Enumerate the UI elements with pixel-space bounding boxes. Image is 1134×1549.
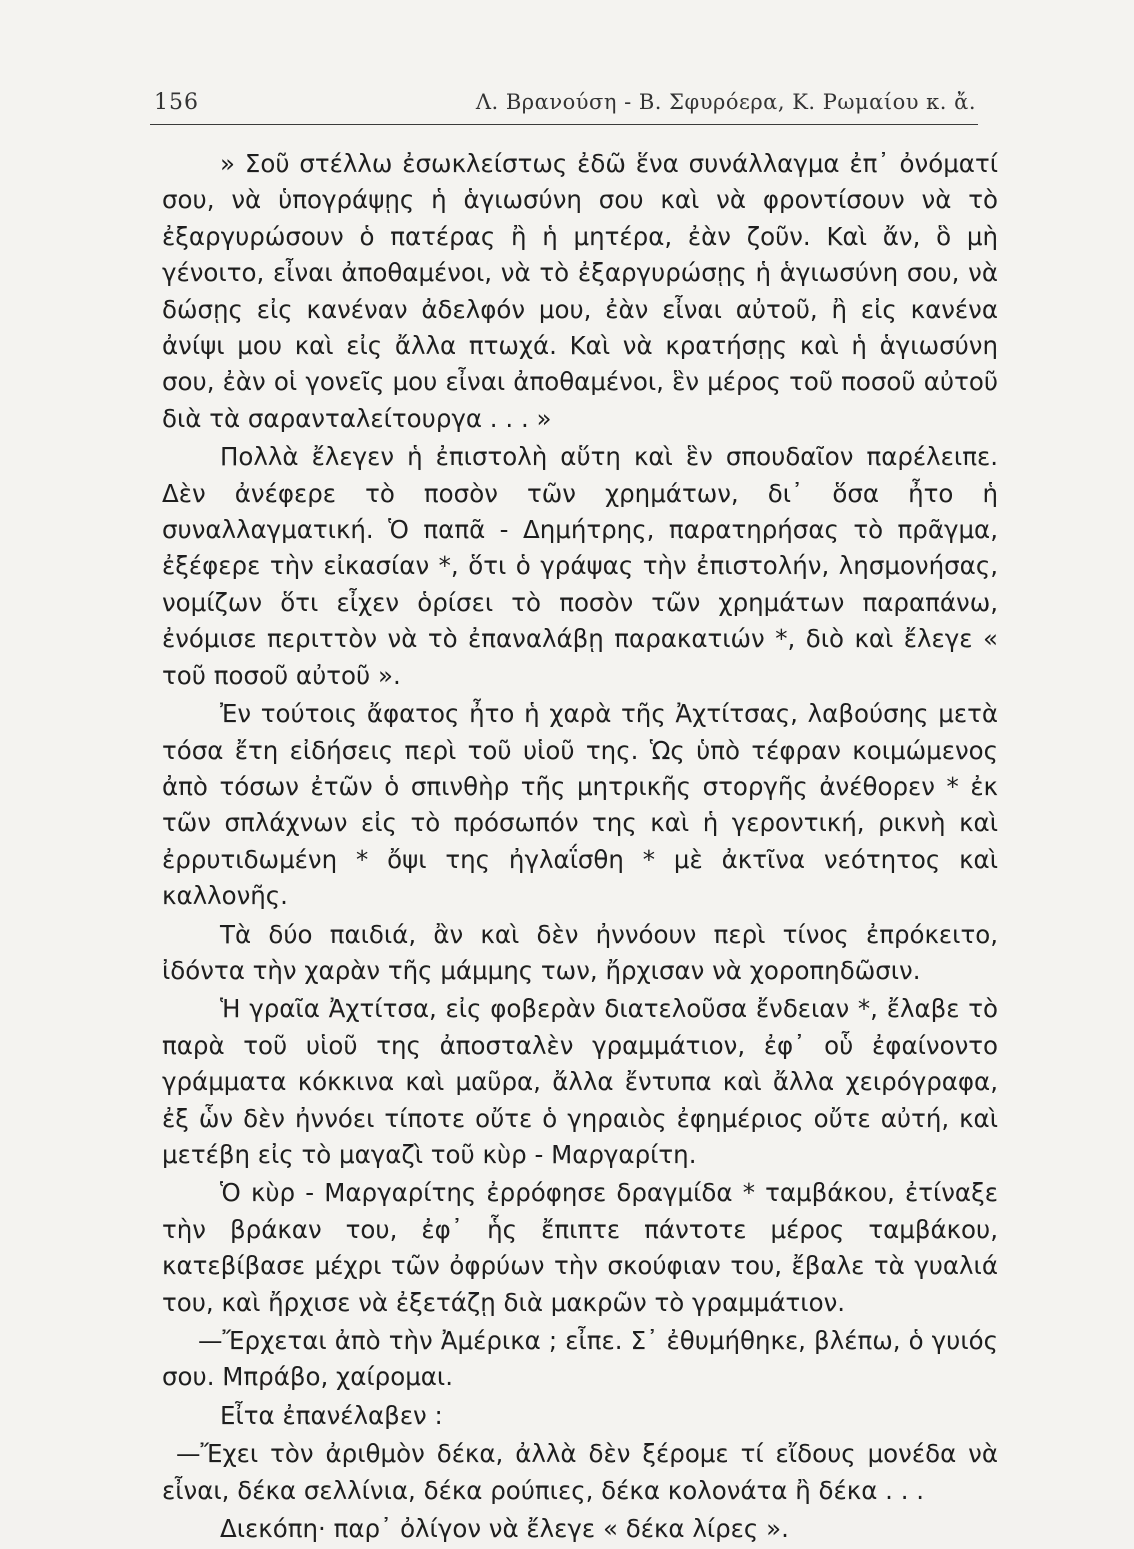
running-head-authors: Λ. Βρανούση - Β. Σφυρόερα, Κ. Ρωμαίου κ. ἄ. — [475, 90, 976, 114]
dialogue-line-america: —Ἔρχεται ἀπὸ τὴν Ἀμέρικα ; εἶπε. Σ᾽ ἐθυμήθηκε, βλέπω, ὁ γυιός σου. Μπράβο, χαίρομαι. — [162, 1326, 998, 1392]
text-body — [162, 146, 998, 1549]
dialogue-line-number-ten: —Ἔχει τὸν ἀριθμὸν δέκα, ἀλλὰ δὲν ξέρομε τί εἴδους μονέδα νὰ εἶναι, δέκα σελλίνια, δέκα ρούπιες, δέκα κολονάτα ἢ δέκα . . . — [162, 1439, 998, 1505]
paragraph-letter-quote: » Σοῦ στέλλω ἐσωκλείστως ἐδῶ ἕνα συνάλλαγμα ἐπ᾽ ὀνόματί σου, νὰ ὑπογράψῃς ἡ ἁγιωσύνη σου καὶ νὰ φροντίσουν νὰ τὸ ἐξαργυρώσουν ὁ πατέρας ἢ ἡ μητέρα, ἐὰν ζοῦν. Καὶ ἄν, ὃ μὴ γένοιτο, εἶναι ἀποθαμένοι, νὰ τὸ ἐξαργυρώσῃς ἡ ἁγιωσύνη σου, νὰ δώσῃς εἰς κανέναν ἀδελφόν μου, ἐὰν εἶναι αὐτοῦ, ἢ εἰς κανένα ἀνίψι μου καὶ εἰς ἄλλα πτωχά. Καὶ νὰ κρατήσῃς καὶ ἡ ἁγιωσύνη σου, ἐὰν οἱ γονεῖς μου εἶναι ἀποθαμένοι, ἓν μέρος τοῦ ποσοῦ αὐτοῦ διὰ τὰ σαρανταλείτουργα . . . » — [162, 149, 998, 433]
dialogue-line-repeated: Εἶτα ἐπανέλαβεν : — [220, 1400, 443, 1430]
paragraph-letter-omission: Πολλὰ ἔλεγεν ἡ ἐπιστολὴ αὕτη καὶ ἓν σπουδαῖον παρέλειπε. Δὲν ἀνέφερε τὸ ποσὸν τῶν χρημάτων, δι᾽ ὅσα ἦτο ἡ συναλλαγματική. Ὁ παπᾶ - Δημήτρης, παρατηρήσας τὸ πρᾶγμα, ἐξέφερε τὴν εἰκασίαν *, ὅτι ὁ γράψας τὴν ἐπιστολήν, λησμονήσας, νομίζων ὅτι εἶχεν ὁρίσει τὸ ποσὸν τῶν χρημάτων παραπάνω, ἐνόμισε περιττὸν νὰ τὸ ἐπαναλάβῃ παρακατιών *, διὸ καὶ ἔλεγε « τοῦ ποσοῦ αὐτοῦ ». — [162, 442, 998, 690]
running-header — [150, 84, 978, 125]
paragraph-achtitsa-joy: Ἐν τούτοις ἄφατος ἦτο ἡ χαρὰ τῆς Ἀχτίτσας, λαβούσης μετὰ τόσα ἔτη εἰδήσεις περὶ τοῦ υἱοῦ της. Ὡς ὑπὸ τέφραν κοιμώμενος ἀπὸ τόσων ἐτῶν ὁ σπινθὴρ τῆς μητρικῆς στοργῆς ἀνέθορεν * ἐκ τῶν σπλάχνων εἰς τὸ πρόσωπόν της καὶ ἡ γεροντική, ρικνὴ καὶ ἐρρυτιδωμένη * ὄψι της ἠγλαΐσθη * μὲ ἀκτῖνα νεότητος καὶ καλλονῆς. — [162, 699, 998, 911]
paragraph-margaritis: Ὁ κὺρ - Μαργαρίτης ἐρρόφησε δραγμίδα * ταμβάκου, ἐτίναξε τὴν βράκαν του, ἐφ᾽ ἧς ἔπιπτε πάντοτε μέρος ταμβάκου, κατεβίβασε μέχρι τῶν ὀφρύων τὴν σκούφιαν του, ἔβαλε τὰ γυαλιά του, καὶ ἤρχισε νὰ ἐξετάζῃ διὰ μακρῶν τὸ γραμμάτιον. — [162, 1178, 998, 1317]
page-number: 156 — [154, 90, 199, 115]
paragraph-children: Τὰ δύο παιδιά, ἂν καὶ δὲν ἠννόουν περὶ τίνος ἐπρόκειτο, ἰδόντα τὴν χαρὰν τῆς μάμμης των, ἤρχισαν νὰ χοροπηδῶσιν. — [162, 919, 998, 985]
dialogue-line-interrupted: Διεκόπη· παρ᾽ ὀλίγον νὰ ἔλεγε « δέκα λίρες ». — [220, 1514, 789, 1544]
paragraph-old-woman: Ἡ γραῖα Ἀχτίτσα, εἰς φοβερὰν διατελοῦσα ἔνδειαν *, ἔλαβε τὸ παρὰ τοῦ υἱοῦ της ἀποσταλὲν γραμμάτιον, ἐφ᾽ οὗ ἐφαίνοντο γράμματα κόκκινα καὶ μαῦρα, ἄλλα ἔντυπα καὶ ἄλλα χειρόγραφα, ἐξ ὧν δὲν ἠννόει τίποτε οὔτε ὁ γηραιὸς ἐφημέριος οὔτε αὐτή, καὶ μετέβη εἰς τὸ μαγαζὶ τοῦ κὺρ - Μαργαρίτη. — [162, 994, 998, 1169]
